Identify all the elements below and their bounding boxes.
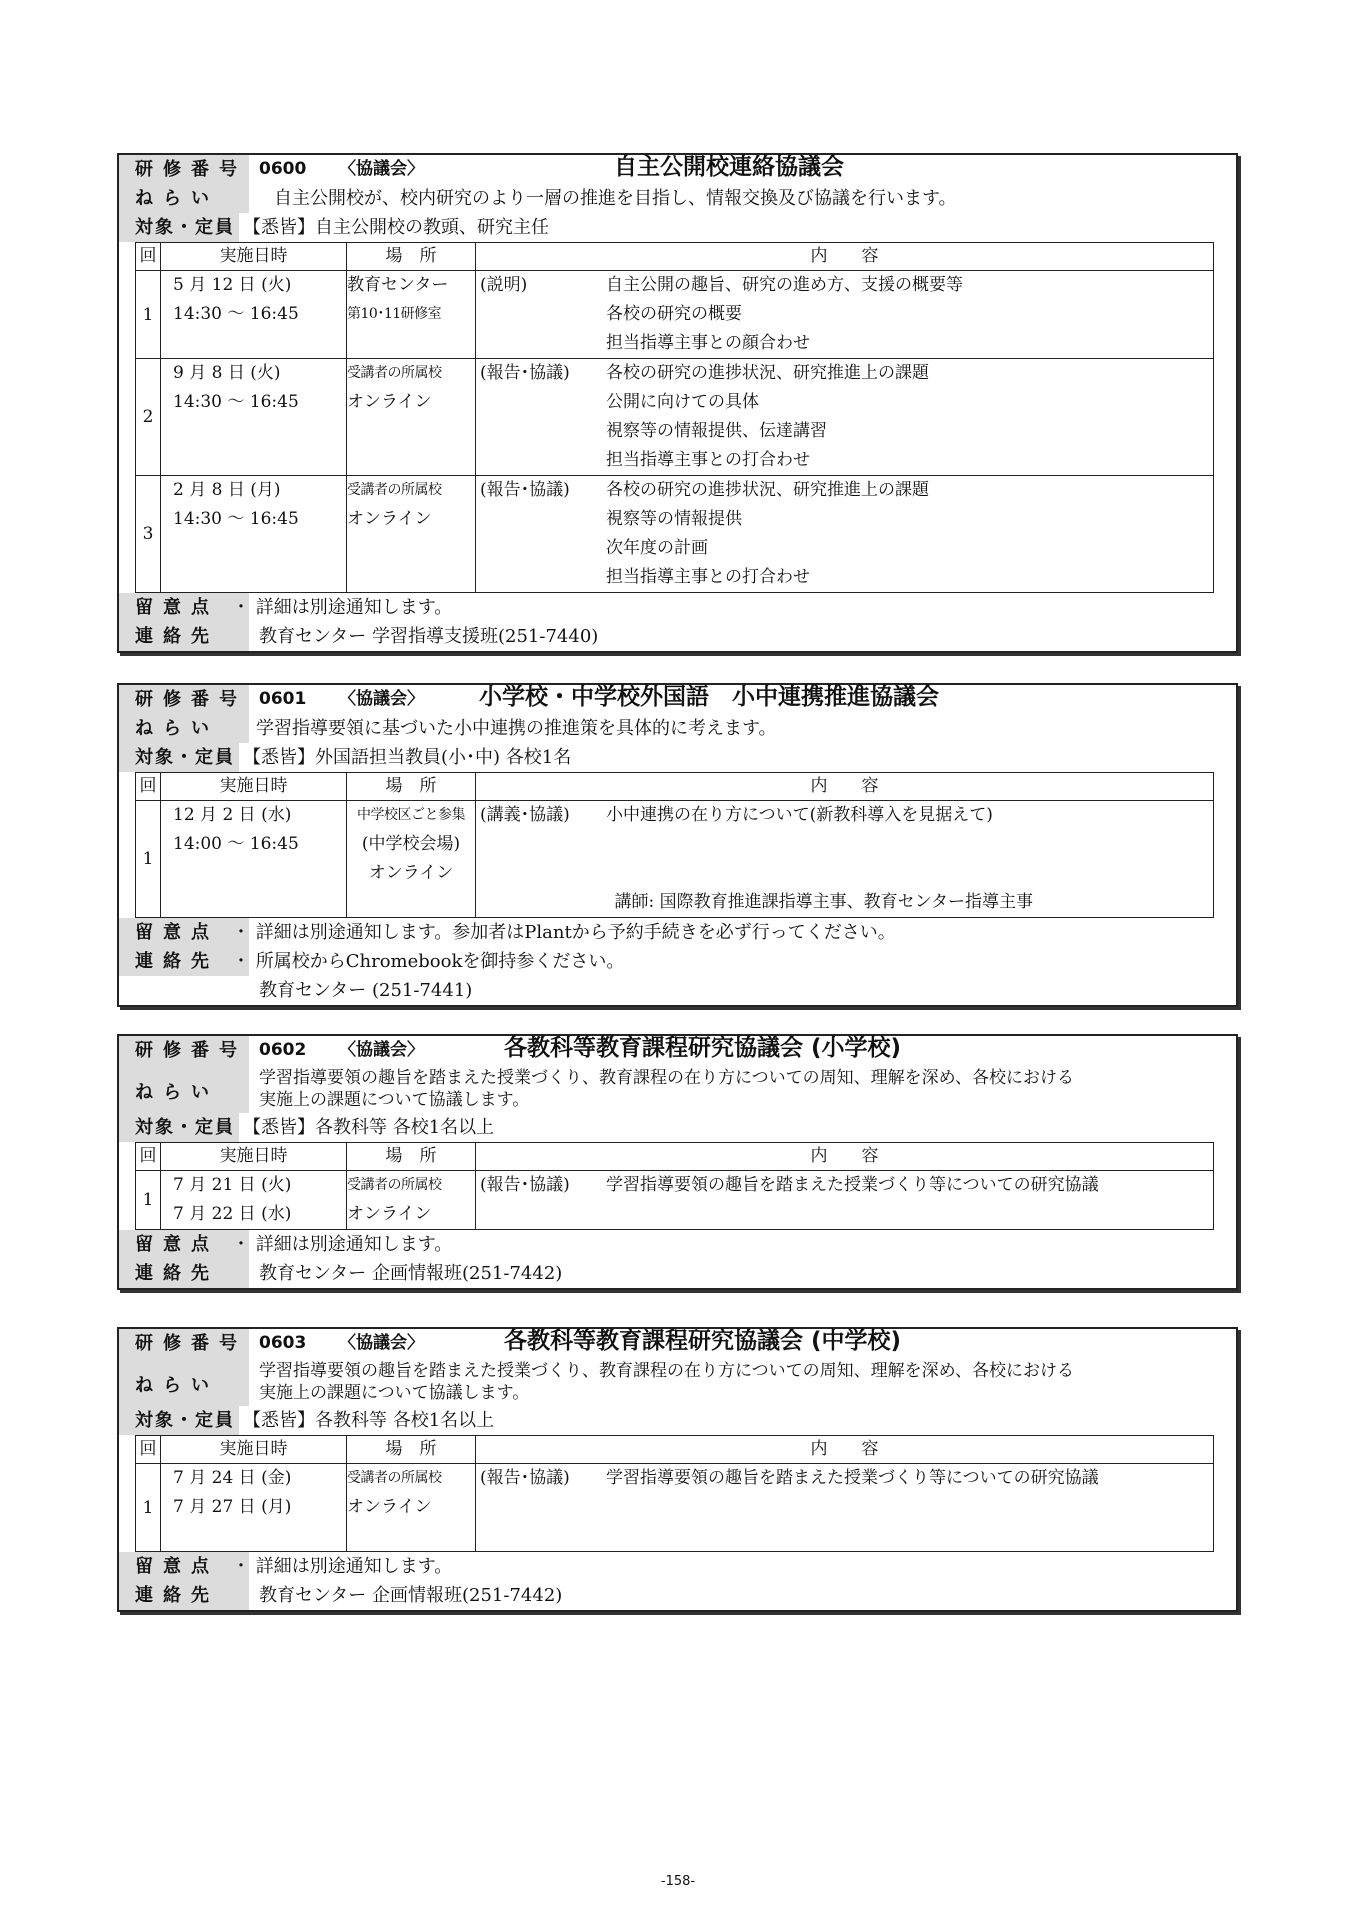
col-date: 実施日時 — [161, 1143, 347, 1171]
contact-label: 連絡先 — [119, 1581, 249, 1610]
col-no: 回 — [136, 1143, 161, 1171]
contact-text: 教育センター 企画情報班(251-7442) — [259, 1585, 563, 1606]
course-type: 〈協議会〉 — [339, 689, 424, 709]
content-item: 次年度の計画 — [606, 538, 708, 558]
table-row — [136, 476, 1214, 593]
aim-row — [119, 1358, 1236, 1406]
session-no: 1 — [136, 1171, 161, 1230]
section-header — [119, 1329, 1236, 1358]
aim-label: ねらい — [119, 1358, 249, 1406]
notes-text: ・ 詳細は別途通知します。 — [232, 597, 453, 618]
code-label: 研修番号 — [119, 1329, 249, 1358]
section-header — [119, 1036, 1236, 1065]
content-item: 担当指導主事との打合わせ — [606, 450, 810, 470]
contact-row — [119, 947, 1236, 976]
aim-text: 学習指導要領に基づいた小中連携の推進策を具体的に考えます。 — [256, 718, 777, 739]
session-no: 3 — [136, 476, 161, 593]
col-no: 回 — [136, 773, 161, 801]
section-header — [119, 685, 1236, 714]
col-date: 実施日時 — [161, 773, 347, 801]
session-time: 14:30 ～ 16:45 — [173, 392, 299, 412]
notes-label: 留意点 — [119, 1230, 249, 1259]
col-no: 回 — [136, 1436, 161, 1464]
target-text: 【悉皆】各教科等 各校1名以上 — [243, 1117, 495, 1138]
col-no: 回 — [136, 243, 161, 271]
contact-label: 連絡先 — [119, 1259, 249, 1288]
schedule-table — [135, 772, 1214, 918]
session-mode: オンライン — [347, 1204, 432, 1224]
col-place: 場 所 — [347, 1436, 476, 1464]
content-item: 学習指導要領の趣旨を踏まえた授業づくり等についての研究協議 — [606, 1468, 1099, 1488]
content-item: 視察等の情報提供、伝達講習 — [606, 421, 827, 441]
table-header — [136, 1143, 1214, 1171]
session-type: (報告･協議) — [480, 1468, 570, 1488]
schedule-table — [135, 242, 1214, 593]
aim-label: ねらい — [119, 1065, 249, 1113]
table-row — [136, 801, 1214, 918]
notes-row — [119, 1552, 1236, 1581]
aim-text-line1: 学習指導要領の趣旨を踏まえた授業づくり、教育課程の在り方についての周知、理解を深め、各校における — [259, 1361, 1074, 1381]
content-item: 担当指導主事との打合わせ — [606, 567, 810, 587]
course-title: 自主公開校連絡協議会 — [614, 154, 844, 180]
course-type: 〈協議会〉 — [339, 1040, 424, 1060]
session-venue: (中学校会場) — [361, 834, 461, 854]
target-text: 【悉皆】各教科等 各校1名以上 — [243, 1410, 495, 1431]
course-type: 〈協議会〉 — [339, 159, 424, 179]
col-date: 実施日時 — [161, 243, 347, 271]
course-title: 小学校・中学校外国語 小中連携推進協議会 — [479, 684, 939, 710]
col-place: 場 所 — [347, 773, 476, 801]
aim-row — [119, 184, 1236, 213]
session-date: 7 月 21 日 (火) — [173, 1175, 292, 1195]
session-mode: オンライン — [368, 863, 454, 883]
contact-label: 連絡先 — [119, 622, 249, 651]
section-header — [119, 155, 1236, 184]
section-0602 — [117, 1034, 1238, 1290]
content-item: 小中連携の在り方について(新教科導入を見据えて) — [606, 805, 993, 825]
table-row — [136, 1464, 1214, 1552]
notes-text: ・ 詳細は別途通知します。 — [232, 1234, 453, 1255]
session-no: 1 — [136, 1464, 161, 1552]
table-row — [136, 359, 1214, 476]
session-date: 12 月 2 日 (水) — [173, 805, 292, 825]
content-item: 自主公開の趣旨、研究の進め方、支援の概要等 — [606, 275, 963, 295]
course-code: 0600 — [259, 159, 307, 179]
code-label: 研修番号 — [119, 1036, 249, 1065]
col-content: 内 容 — [476, 243, 1214, 271]
notes-text: ・ 詳細は別途通知します。参加者はPlantから予約手続きを必ず行ってください。 — [232, 922, 896, 943]
course-title: 各教科等教育課程研究協議会 (中学校) — [504, 1328, 902, 1354]
target-label: 対象・定員 — [119, 213, 239, 242]
col-content: 内 容 — [476, 1143, 1214, 1171]
code-label: 研修番号 — [119, 685, 249, 714]
notes-text: ・ 詳細は別途通知します。 — [232, 1556, 453, 1577]
session-no: 1 — [136, 801, 161, 918]
notes-row — [119, 1230, 1236, 1259]
notes-label: 留意点 — [119, 1552, 249, 1581]
session-date: 9 月 8 日 (火) — [173, 363, 281, 383]
target-label: 対象・定員 — [119, 743, 239, 772]
target-row — [119, 213, 1236, 242]
course-title: 各教科等教育課程研究協議会 (小学校) — [504, 1035, 902, 1061]
content-item: 学習指導要領の趣旨を踏まえた授業づくり等についての研究協議 — [606, 1175, 1099, 1195]
schedule-table — [135, 1142, 1214, 1230]
session-room: 第10･11研修室 — [347, 306, 442, 322]
aim-label: ねらい — [119, 714, 249, 743]
course-code: 0601 — [259, 689, 307, 709]
session-type: (報告･協議) — [480, 480, 570, 500]
content-item: 各校の研究の進捗状況、研究推進上の課題 — [606, 480, 929, 500]
content-item: 各校の研究の概要 — [606, 304, 742, 324]
session-time: 14:00 ～ 16:45 — [173, 834, 299, 854]
code-label: 研修番号 — [119, 155, 249, 184]
course-type: 〈協議会〉 — [339, 1333, 424, 1353]
session-type: (報告･協議) — [480, 363, 570, 383]
session-place: 受講者の所属校 — [347, 365, 442, 381]
table-header — [136, 243, 1214, 271]
session-date: 5 月 12 日 (火) — [173, 275, 292, 295]
col-content: 内 容 — [476, 1436, 1214, 1464]
target-text: 【悉皆】外国語担当教員(小･中) 各校1名 — [243, 747, 572, 768]
section-0600 — [117, 153, 1238, 653]
notes-row — [119, 918, 1236, 947]
page-number: -158- — [660, 1874, 696, 1889]
session-time: 14:30 ～ 16:45 — [173, 304, 299, 324]
session-time: 14:30 ～ 16:45 — [173, 509, 299, 529]
contact-row — [119, 1581, 1236, 1610]
schedule-table — [135, 1435, 1214, 1552]
content-item: 各校の研究の進捗状況、研究推進上の課題 — [606, 363, 929, 383]
contact-label: 連絡先 — [119, 947, 249, 976]
contact-row — [119, 622, 1236, 651]
session-type: (講義･協議) — [480, 805, 570, 825]
session-date-2: 7 月 22 日 (水) — [173, 1204, 292, 1224]
table-header — [136, 773, 1214, 801]
target-row — [119, 1406, 1236, 1435]
aim-text-line2: 実施上の課題について協議します。 — [259, 1383, 530, 1403]
contact-note: ・ 所属校からChromebookを御持参ください。 — [232, 951, 625, 972]
section-0601 — [117, 683, 1238, 1007]
notes-label: 留意点 — [119, 918, 249, 947]
aim-row — [119, 1065, 1236, 1113]
session-place: 教育センター — [347, 275, 449, 295]
aim-label: ねらい — [119, 184, 249, 213]
col-place: 場 所 — [347, 243, 476, 271]
aim-row — [119, 714, 1236, 743]
section-0603 — [117, 1327, 1238, 1612]
session-place: 受講者の所属校 — [347, 482, 442, 498]
aim-text-line1: 学習指導要領の趣旨を踏まえた授業づくり、教育課程の在り方についての周知、理解を深め、各校における — [259, 1068, 1074, 1088]
content-item: 担当指導主事との顔合わせ — [606, 333, 810, 353]
target-label: 対象・定員 — [119, 1406, 239, 1435]
contact-text: 教育センター 学習指導支援班(251-7440) — [259, 626, 599, 647]
content-item: 視察等の情報提供 — [606, 509, 742, 529]
session-mode: オンライン — [347, 392, 432, 412]
course-code: 0603 — [259, 1333, 307, 1353]
col-content: 内 容 — [476, 773, 1214, 801]
session-date: 2 月 8 日 (月) — [173, 480, 281, 500]
target-label: 対象・定員 — [119, 1113, 239, 1142]
session-no: 1 — [136, 271, 161, 359]
notes-label: 留意点 — [119, 593, 249, 622]
target-row — [119, 1113, 1236, 1142]
course-code: 0602 — [259, 1040, 307, 1060]
session-mode: オンライン — [347, 1497, 432, 1517]
contact-row — [119, 1259, 1236, 1288]
session-place: 受講者の所属校 — [347, 1470, 442, 1486]
session-date-2: 7 月 27 日 (月) — [173, 1497, 292, 1517]
lecturer-text: 講師: 国際教育推進課指導主事、教育センター指導主事 — [614, 892, 1033, 912]
table-row — [136, 1171, 1214, 1230]
col-place: 場 所 — [347, 1143, 476, 1171]
target-row — [119, 743, 1236, 772]
session-date: 7 月 24 日 (金) — [173, 1468, 292, 1488]
session-mode: オンライン — [347, 509, 432, 529]
aim-text-line2: 実施上の課題について協議します。 — [259, 1090, 530, 1110]
target-text: 【悉皆】自主公開校の教頭、研究主任 — [243, 217, 549, 238]
session-type: (説明) — [480, 275, 528, 295]
table-row — [136, 271, 1214, 359]
aim-text: 自主公開校が、校内研究のより一層の推進を目指し、情報交換及び協議を行います。 — [274, 188, 957, 209]
content-item: 公開に向けての具体 — [606, 392, 759, 412]
session-no: 2 — [136, 359, 161, 476]
session-place: 中学校区ごと参集 — [357, 807, 465, 823]
session-place: 受講者の所属校 — [347, 1177, 442, 1193]
contact-row-2 — [119, 976, 1236, 1005]
table-header — [136, 1436, 1214, 1464]
col-date: 実施日時 — [161, 1436, 347, 1464]
session-type: (報告･協議) — [480, 1175, 570, 1195]
contact-text: 教育センター (251-7441) — [259, 980, 473, 1001]
notes-row — [119, 593, 1236, 622]
contact-text: 教育センター 企画情報班(251-7442) — [259, 1263, 563, 1284]
